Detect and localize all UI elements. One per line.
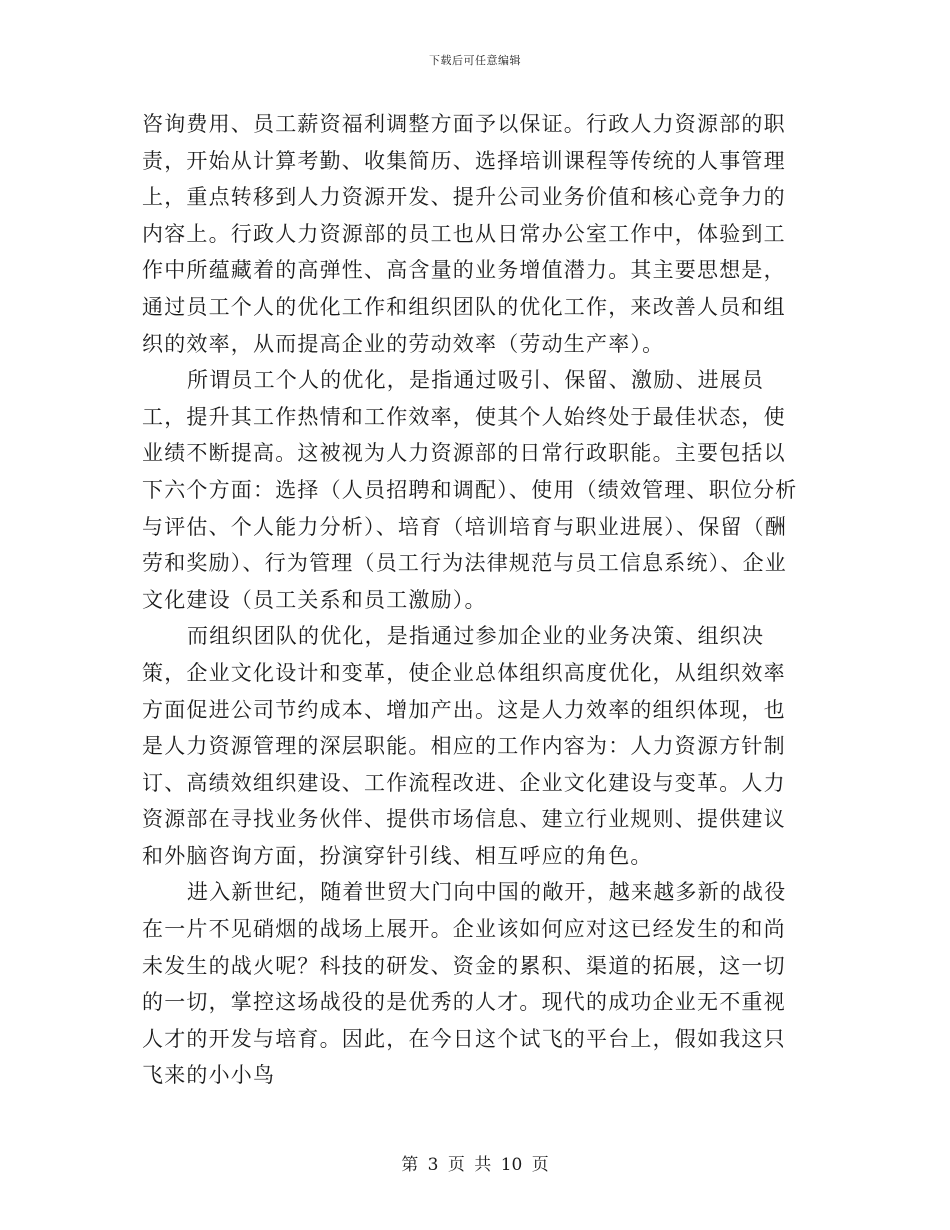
document-body (142, 106, 802, 1094)
paragraph-2: 所谓员工个人的优化，是指通过吸引、保留、激励、进展员工，提升其工作热情和工作效率，使其个人始终处于最佳状态，使业绩不断提高。这被视为人力资源部的日常行政职能。主要包括以下六个方面：选择（人员招聘和调配）、使用（绩效管理、职位分析与评估、个人能力分析）、培育（培训培育与职业进展）、保留（酬劳和奖励）、行为管理（员工行为法律规范与员工信息系统）、企业文化建设（员工关系和员工激励）。 (142, 368, 798, 612)
page-number-footer: 第 3 页 共 10 页 (401, 1155, 549, 1175)
paragraph-4: 进入新世纪，随着世贸大门向中国的敞开，越来越多新的战役在一片不见硝烟的战场上展开。企业该如何应对这已经发生的和尚未发生的战火呢？科技的研发、资金的累积、渠道的拓展，这一切的一切，掌控这场战役的是优秀的人才。现代的成功企业无不重视人才的开发与培育。因此，在今日这个试飞的平台上，假如我这只飞来的小小鸟 (142, 880, 787, 1088)
paragraph-3: 而组织团队的优化，是指通过参加企业的业务决策、组织决策，企业文化设计和变革，使企业总体组织高度优化，从组织效率方面促进公司节约成本、增加产出。这是人力效率的组织体现，也是人力资源管理的深层职能。相应的工作内容为：人力资源方针制订、高绩效组织建设、工作流程改进、企业文化建设与变革。人力资源部在寻找业务伙伴、提供市场信息、建立行业规则、提供建议和外脑咨询方面，扮演穿针引线、相互呼应的角色。 (142, 624, 786, 868)
page-header: 下载后可任意编辑 (429, 54, 521, 67)
paragraph-1: 咨询费用、员工薪资福利调整方面予以保证。行政人力资源部的职责，开始从计算考勤、收集简历、选择培训课程等传统的人事管理上，重点转移到人力资源开发、提升公司业务价值和核心竞争力的内容上。行政人力资源部的员工也从日常办公室工作中，体验到工作中所蕴藏着的高弹性、高含量的业务增值潜力。其主要思想是，通过员工个人的优化工作和组织团队的优化工作，来改善人员和组织的效率，从而提高企业的劳动效率（劳动生产率）。 (142, 112, 786, 356)
